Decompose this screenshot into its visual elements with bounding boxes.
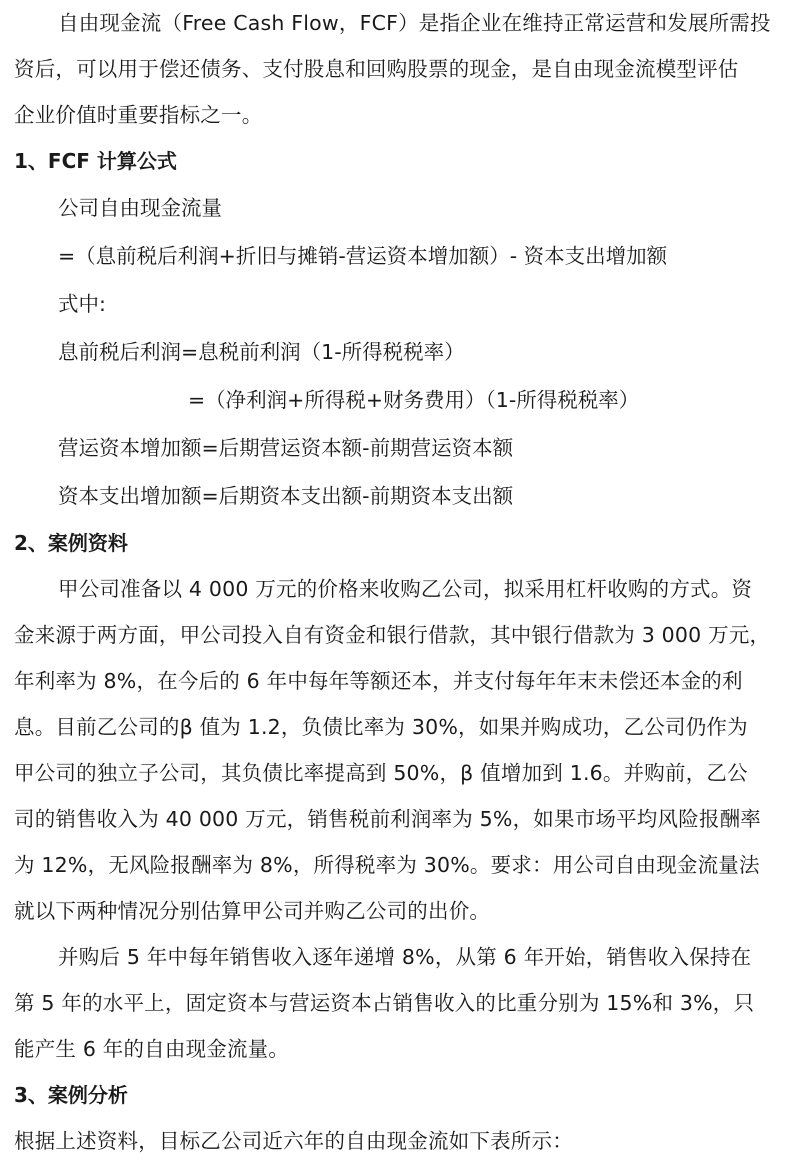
case-line: 为 12%，无风险报酬率为 8%，所得税率为 30%。要求：用公司自由现金流量法 [14,853,760,877]
intro-line: 自由现金流（Free Cash Flow，FCF）是指企业在维持正常运营和发展所需投 [58,11,771,35]
analysis-line: 根据上述资料，目标乙公司近六年的自由现金流如下表所示： [14,1129,573,1153]
intro-line: 企业价值时重要指标之一。 [14,103,263,127]
formula-line: 资本支出增加额=后期资本支出额-前期资本支出额 [58,484,514,508]
section-2-heading: 2、案例资料 [14,531,128,555]
case-line: 就以下两种情况分别估算甲公司并购乙公司的出价。 [14,899,491,923]
case-line: 司的销售收入为 40 000 万元，销售税前利润率为 5%，如果市场平均风险报酬率 [14,807,761,831]
formula-line: 公司自由现金流量 [58,196,222,220]
formula-line: 式中: [58,292,106,316]
intro-paragraph [14,0,782,138]
formula-line: 营运资本增加额=后期营运资本额-前期营运资本额 [58,436,514,460]
section-1-heading: 1、FCF 计算公式 [14,149,177,173]
case-line: 金来源于两方面，甲公司投入自有资金和银行借款，其中银行借款为 3 000 万元， [14,623,771,647]
fcf-formula-block [14,184,782,520]
case-line: 并购后 5 年中每年销售收入逐年递增 8%，从第 6 年开始，销售收入保持在 [58,945,752,969]
case-line: 第 5 年的水平上，固定资本与营运资本占销售收入的比重分别为 15%和 3%，只 [14,991,755,1015]
case-line: 甲公司准备以 4 000 万元的价格来收购乙公司，拟采用杠杆收购的方式。资 [58,577,753,601]
formula-line: 息前税后利润=息税前利润（1-所得税税率） [58,340,465,364]
formula-line: =（净利润+所得税+财务费用）（1-所得税税率） [188,388,640,412]
case-paragraph-2 [14,934,782,1072]
case-line: 息。目前乙公司的β 值为 1.2，负债比率为 30%，如果并购成功，乙公司仍作为 [14,715,748,739]
case-line: 年利率为 8%，在今后的 6 年中每年等额还本，并支付每年年末未偿还本金的利 [14,669,743,693]
case-line: 甲公司的独立子公司，其负债比率提高到 50%，β 值增加到 1.6。并购前，乙公 [14,761,748,785]
formula-line: =（息前税后利润+折旧与摊销-营运资本增加额）- 资本支出增加额 [58,244,668,268]
intro-line: 资后，可以用于偿还债务、支付股息和回购股票的现金，是自由现金流模型评估 [14,57,739,81]
case-line: 能产生 6 年的自由现金流量。 [14,1037,290,1061]
case-paragraph-1 [14,566,782,934]
section-3-heading: 3、案例分析 [14,1083,128,1107]
